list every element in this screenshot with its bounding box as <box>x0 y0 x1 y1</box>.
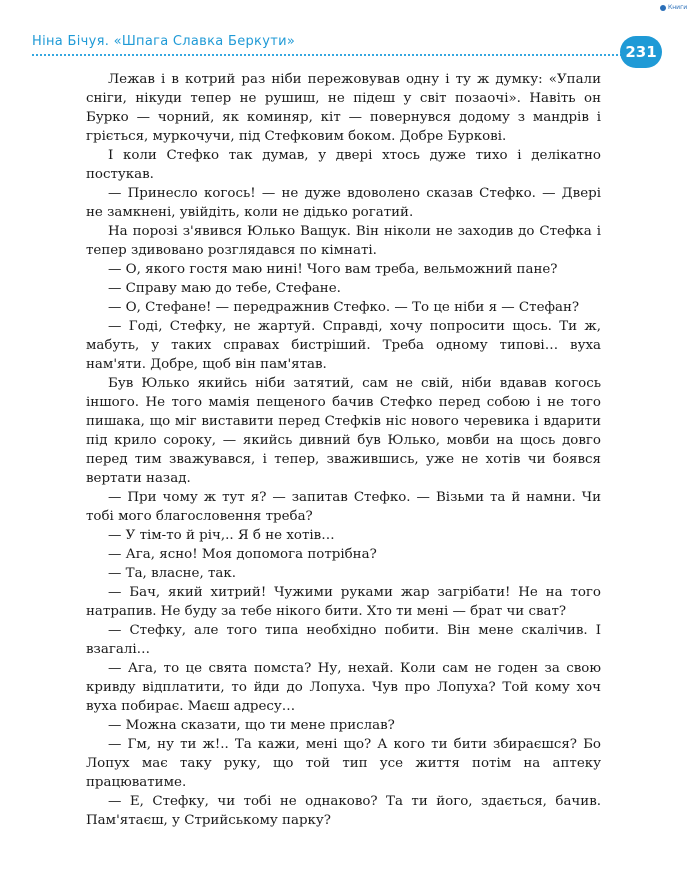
publisher-logo <box>660 3 690 13</box>
paragraph: — Принесло когось! — не дуже вдоволено сказав Стефко. — Двері не замкнені, увійдіть, коли не дідько рогатий. <box>86 186 601 220</box>
header-dotted-rule <box>32 54 622 56</box>
paragraph: — Справу маю до тебе, Стефане. <box>108 281 341 296</box>
paragraph: — Е, Стефку, чи тобі не однаково? Та ти його, здається, бачив. Пам'ятаєш, у Стрийському парку? <box>86 794 601 828</box>
paragraph: — У тім-то й річ,.. Я б не хотів… <box>108 528 335 543</box>
paragraph: — Годі, Стефку, не жартуй. Справді, хочу попросити щось. Ти ж, мабуть, у таких справах бистріший. Треба одному типові… вуха нам'яти. Добре, щоб він пам'ятав. <box>86 319 601 372</box>
paragraph: — Бач, який хитрий! Чужими руками жар загрібати! Не на того натрапив. Не буду за тебе нікого бити. Хто ти мені — брат чи сват? <box>86 585 601 619</box>
story-text <box>86 70 601 830</box>
paragraph: — При чому ж тут я? — запитав Стефко. — Візьми та й намни. Чи тобі мого благословення треба? <box>86 490 601 524</box>
paragraph: — Стефку, але того типа необхідно побити. Він мене скалічив. І взагалі… <box>86 623 601 657</box>
paragraph: — Та, власне, так. <box>108 566 236 581</box>
page-number-badge: 231 <box>620 36 662 68</box>
paragraph: І коли Стефко так думав, у двері хтось дуже тихо і делікатно постукав. <box>86 148 601 182</box>
paragraph: — О, Стефане! — передражнив Стефко. — То це ніби я — Стефан? <box>108 300 580 315</box>
paragraph: На порозі з'явився Юлько Ващук. Він ніколи не заходив до Стефка і тепер здивовано розглядався по кімнаті. <box>86 224 601 258</box>
publisher-logo-text: Книги <box>668 4 688 11</box>
paragraph: Був Юлько якийсь ніби затятий, сам не свій, ніби вдавав когось іншого. Не того мамія пещеного бачив Стефко перед собою і не того пишака, що міг виставити перед Стефків ніс нового черевика і вдарити під крило сороку, — якийсь дивний був Юлько, мовби на щось довго перед тим зважувався, і тепер, зважившись, уже не хотів чи боявся вертати назад. <box>86 376 601 486</box>
running-header <box>32 30 612 58</box>
paragraph: — О, якого гостя маю нині! Чого вам треба, вельможний пане? <box>108 262 558 277</box>
paragraph: — Ага, ясно! Моя допомога потрібна? <box>108 547 377 562</box>
running-header-title: Ніна Бічуя. «Шпага Славка Беркути» <box>32 34 296 49</box>
paragraph: — Можна сказати, що ти мене прислав? <box>108 718 395 733</box>
paragraph: — Гм, ну ти ж!.. Та кажи, мені що? А кого ти бити збираєшся? Бо Лопух має таку руку, що той тип усе життя потім на аптеку працюватиме. <box>86 737 601 790</box>
paragraph: — Ага, то це свята помста? Ну, нехай. Коли сам не годен за свою кривду відплатити, то йди до Лопуха. Чув про Лопуха? Той кому хоч вуха побирає. Маєш адресу… <box>86 661 601 714</box>
logo-mark-icon <box>660 5 666 11</box>
paragraph: Лежав і в котрий раз ніби пережовував одну і ту ж думку: «Упали сніги, нікуди тепер не рушиш, не підеш у світ позаочі». Навіть он Бурко — чорний, як коминяр, кіт — повернувся додому з мандрів і гріється, муркочучи, під Стефковим боком. Добре Буркові. <box>86 72 601 144</box>
